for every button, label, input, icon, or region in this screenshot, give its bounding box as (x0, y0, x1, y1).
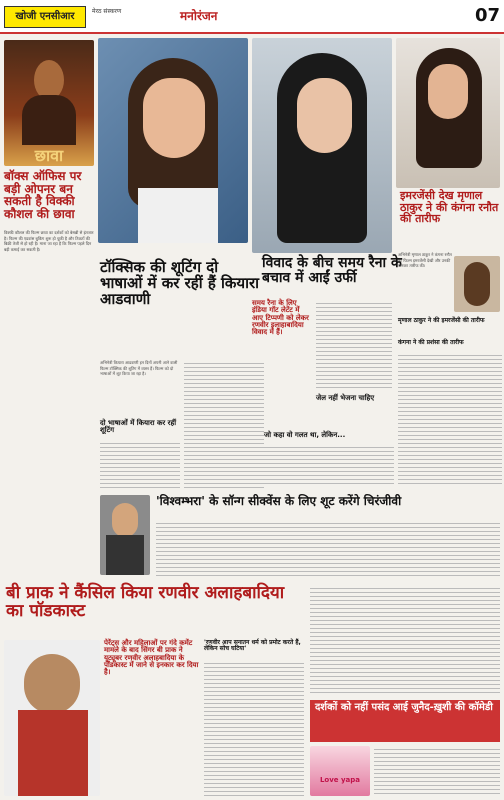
mrunal-subhead-1: मृणाल ठाकुर ने की इमरजेंसी की तारीफ (398, 317, 485, 324)
urfi-subhead-1: जेल नहीं भेजना चाहिए (316, 394, 375, 402)
urfi-side-quote: समय रैना के लिए इंडिया गॉट लेटेंट में आए टिप्पणी को लेकर रणवीर इलाहाबादिया विवाद में हैं। (252, 299, 309, 337)
mrunal-body-2 (398, 352, 502, 486)
chhaava-headline: बॉक्स ऑफिस पर बड़ी ओपनर बन सकती है विक्की कौशल की छावा (4, 169, 82, 221)
chiranjeevi-photo (100, 495, 150, 575)
praak-subhead: 'रणवीर आप सनातन धर्म को प्रमोट करते हैं, लेकिन सोच घटिया' (204, 639, 301, 653)
urfi-subhead-2: जो कहा वो गलत था, लेकिन... (264, 431, 346, 439)
chhaava-poster (4, 40, 94, 166)
praak-intro: पेरेंट्स और महिलाओं पर गंदे कमेंट मामले के बाद सिंगर बी प्राक ने यूट्यूबर रणवीर अलाहबादिया के पॉडकास्ट में जाने से इनकार कर दिया है। (104, 639, 199, 677)
chiranjeevi-headline: 'विश्वम्भरा' के सॉन्ग सीक्वेंस के लिए शूट करेंगे चिरंजीवी (156, 494, 402, 508)
kiara-filler-2 (184, 360, 264, 490)
urfi-body (316, 300, 392, 390)
kiara-headline: टॉक्सिक की शूटिंग दो भाषाओं में कर रहीं हैं कियारा आडवाणी (100, 258, 260, 308)
loveyapa-top-body (310, 585, 500, 695)
kiara-subhead: दो भाषाओं में कियारा कर रहीं शूटिंग (100, 419, 177, 435)
chhaava-body: विक्की कौशल की फिल्म छावा का दर्शकों को बेसब्री से इंतजार है। फिल्म की एडवांस बुकिंग शुरू हो चुकी है और टिकटों की बिक्री तेजी से हो रही है। माना जा रहा है कि फिल्म पहले दिन बड़ी कमाई कर सकती है। (4, 230, 94, 252)
masthead (0, 0, 504, 34)
mrunal-photo (396, 38, 500, 188)
page-number: 07 (474, 5, 500, 26)
mrunal-body: अभिनेत्री मृणाल ठाकुर ने कंगना रनौत की फिल्म इमरजेंसी देखी और उनकी जमकर तारीफ की। (398, 252, 452, 268)
kiara-filler (100, 440, 180, 490)
loveyapa-headline: दर्शकों को नहीं पसंद आई जुनैद-ख़ुशी की कॉमेडी (315, 702, 493, 713)
praak-headline: बी प्राक ने कैंसिल किया रणवीर अलाहबादिया का पॉडकास्ट (6, 583, 285, 621)
kangana-photo (454, 256, 500, 312)
loveyapa-body (374, 746, 500, 796)
newspaper-logo: खोजी एनसीआर (4, 6, 86, 28)
praak-photo (4, 640, 100, 796)
urfi-headline: विवाद के बीच समय रैना के बचाव में आईं उर्फी (262, 255, 402, 286)
mrunal-subhead-2: कंगना ने की प्रशंसा की तारीफ (398, 339, 464, 346)
urfi-photo (252, 38, 392, 253)
urfi-body-2 (264, 444, 394, 486)
mrunal-headline: इमरजेंसी देख मृणाल ठाकुर ने की कंगना रनौत की तारीफ (400, 189, 499, 226)
praak-body (204, 660, 304, 796)
section-title: मनोरंजन (180, 9, 218, 23)
edition-info: मेरठ संस्करण (92, 8, 122, 15)
loveyapa-headline-box (310, 700, 500, 742)
loveyapa-poster-title: Love yapa (319, 776, 361, 784)
loveyapa-poster (310, 746, 370, 796)
kiara-photo (98, 38, 248, 243)
chiranjeevi-body (156, 520, 500, 576)
kiara-body: अभिनेत्री कियारा आडवाणी इन दिनों अपनी आने वाली फिल्म टॉक्सिक की शूटिंग में व्यस्त हैं। फिल्म को दो भाषाओं में शूट किया जा रहा है। (100, 360, 178, 376)
poster-title: छावा (34, 146, 64, 165)
